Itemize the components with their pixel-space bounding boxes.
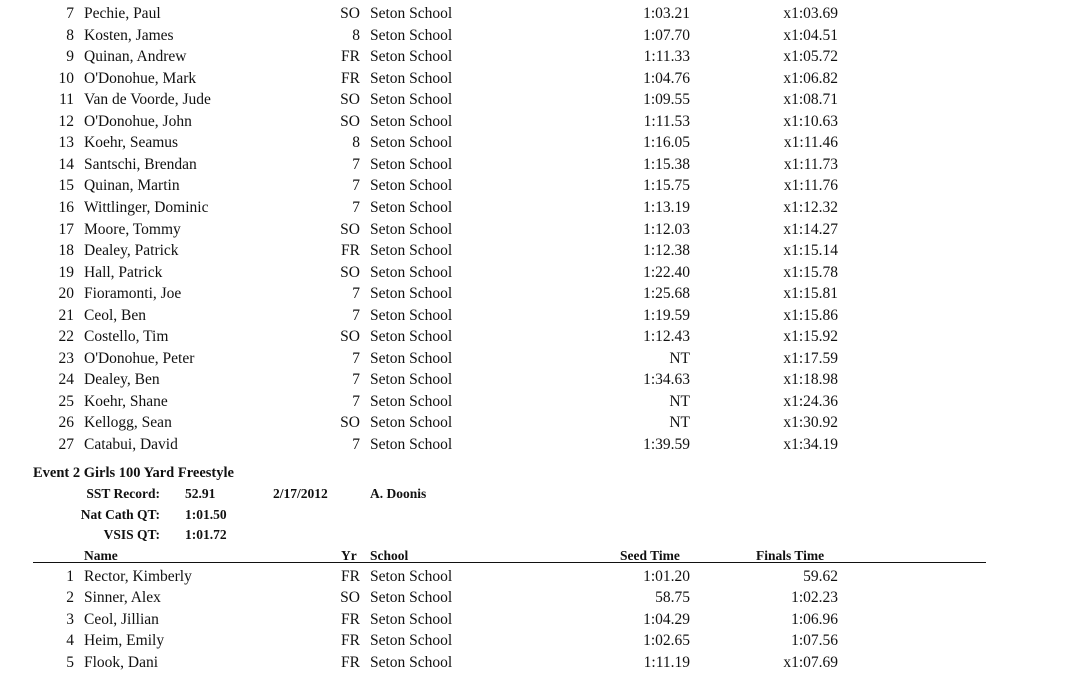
school-cell: Seton School bbox=[370, 589, 453, 607]
table-row bbox=[0, 46, 1080, 67]
seed-time-cell: 1:01.20 bbox=[643, 568, 690, 585]
year-cell: SO bbox=[340, 5, 360, 22]
sst-record-holder: A. Doonis bbox=[370, 486, 427, 501]
place-cell: 8 bbox=[66, 26, 74, 44]
place-cell: 13 bbox=[58, 134, 74, 152]
school-cell: Seton School bbox=[370, 134, 453, 152]
swimmer-name: Quinan, Martin bbox=[84, 177, 180, 195]
place-cell: 19 bbox=[58, 263, 74, 281]
year-cell: FR bbox=[341, 242, 360, 260]
natcath-qt-label: Nat Cath QT: bbox=[80, 507, 160, 522]
year-cell: 7 bbox=[352, 177, 360, 195]
finals-time-cell: x1:03.69 bbox=[783, 5, 838, 22]
place-cell: 23 bbox=[58, 349, 74, 367]
table-row bbox=[0, 68, 1080, 89]
swimmer-name: Moore, Tommy bbox=[84, 220, 181, 238]
year-cell: 7 bbox=[352, 349, 360, 367]
seed-time-cell: 1:19.59 bbox=[643, 306, 690, 324]
seed-time-cell: 1:12.38 bbox=[643, 242, 690, 260]
seed-time-cell: 1:04.76 bbox=[643, 69, 690, 87]
swimmer-name: Koehr, Shane bbox=[84, 392, 168, 410]
swimmer-name: Rector, Kimberly bbox=[84, 568, 192, 585]
seed-time-cell: 1:34.63 bbox=[643, 371, 690, 389]
table-row bbox=[0, 283, 1080, 304]
seed-time-cell: 1:11.53 bbox=[643, 112, 690, 130]
swimmer-name: Flook, Dani bbox=[84, 653, 159, 671]
finals-time-cell: x1:17.59 bbox=[783, 349, 838, 367]
school-cell: Seton School bbox=[370, 155, 453, 173]
school-cell: Seton School bbox=[370, 392, 453, 410]
place-cell: 12 bbox=[58, 112, 74, 130]
natcath-qt-time: 1:01.50 bbox=[185, 507, 227, 522]
finals-time-cell: x1:15.78 bbox=[783, 263, 838, 281]
seed-time-cell: 1:04.29 bbox=[643, 610, 690, 628]
place-cell: 24 bbox=[58, 371, 74, 389]
swimmer-name: Catabui, David bbox=[84, 436, 178, 453]
table-row bbox=[0, 132, 1080, 153]
seed-time-cell: 1:11.33 bbox=[643, 48, 690, 66]
place-cell: 21 bbox=[58, 306, 74, 324]
swimmer-name: Pechie, Paul bbox=[84, 5, 161, 22]
finals-time-cell: x1:06.82 bbox=[783, 69, 838, 87]
table-row bbox=[0, 262, 1080, 283]
place-cell: 9 bbox=[66, 48, 74, 66]
place-cell: 1 bbox=[66, 568, 74, 585]
year-cell: 7 bbox=[352, 392, 360, 410]
school-cell: Seton School bbox=[370, 610, 453, 628]
place-cell: 16 bbox=[58, 198, 74, 216]
school-cell: Seton School bbox=[370, 69, 453, 87]
school-cell: Seton School bbox=[370, 26, 453, 44]
seed-time-cell: 1:15.38 bbox=[643, 155, 690, 173]
finals-time-cell: x1:10.63 bbox=[783, 112, 838, 130]
event2-title: Event 2 Girls 100 Yard Freestyle bbox=[33, 465, 234, 481]
finals-time-cell: 1:02.23 bbox=[791, 589, 838, 607]
finals-time-cell: x1:11.76 bbox=[783, 177, 838, 195]
year-cell: FR bbox=[341, 632, 360, 650]
finals-time-cell: x1:15.14 bbox=[783, 242, 838, 260]
year-cell: FR bbox=[341, 653, 360, 671]
place-cell: 20 bbox=[58, 285, 74, 303]
school-cell: Seton School bbox=[370, 568, 453, 585]
year-cell: SO bbox=[340, 220, 360, 238]
place-cell: 3 bbox=[66, 610, 74, 628]
seed-time-cell: 1:15.75 bbox=[643, 177, 690, 195]
year-cell: FR bbox=[341, 568, 360, 585]
sst-record-time: 52.91 bbox=[185, 486, 216, 501]
place-cell: 5 bbox=[66, 653, 74, 671]
year-cell: FR bbox=[341, 69, 360, 87]
swimmer-name: Koehr, Seamus bbox=[84, 134, 179, 152]
finals-time-cell: x1:34.19 bbox=[783, 436, 838, 453]
table-row bbox=[0, 305, 1080, 326]
year-cell: 7 bbox=[352, 198, 360, 216]
header-yr: Yr bbox=[341, 548, 357, 563]
school-cell: Seton School bbox=[370, 198, 453, 216]
school-cell: Seton School bbox=[370, 349, 453, 367]
seed-time-cell: NT bbox=[669, 349, 690, 367]
finals-time-cell: x1:14.27 bbox=[783, 220, 838, 238]
place-cell: 7 bbox=[66, 5, 74, 22]
table-row bbox=[0, 111, 1080, 132]
header-seed-time: Seed Time bbox=[620, 548, 680, 563]
table-row bbox=[0, 587, 1080, 608]
seed-time-cell: 1:13.19 bbox=[643, 198, 690, 216]
finals-time-cell: x1:30.92 bbox=[783, 414, 838, 432]
school-cell: Seton School bbox=[370, 306, 453, 324]
table-row bbox=[0, 652, 1080, 673]
school-cell: Seton School bbox=[370, 48, 453, 66]
table-row bbox=[0, 197, 1080, 218]
year-cell: 8 bbox=[352, 134, 360, 152]
seed-time-cell: 1:03.21 bbox=[643, 5, 690, 22]
year-cell: 8 bbox=[352, 26, 360, 44]
sst-record-label: SST Record: bbox=[86, 486, 160, 501]
year-cell: SO bbox=[340, 91, 360, 109]
seed-time-cell: 1:39.59 bbox=[643, 436, 690, 453]
school-cell: Seton School bbox=[370, 414, 453, 432]
swimmer-name: Dealey, Ben bbox=[84, 371, 160, 389]
table-row bbox=[0, 630, 1080, 651]
finals-time-cell: x1:11.46 bbox=[783, 134, 838, 152]
table-row bbox=[0, 391, 1080, 412]
finals-time-cell: x1:15.92 bbox=[783, 328, 838, 346]
year-cell: FR bbox=[341, 48, 360, 66]
year-cell: FR bbox=[341, 610, 360, 628]
seed-time-cell: NT bbox=[669, 414, 690, 432]
swimmer-name: Sinner, Alex bbox=[84, 589, 161, 607]
seed-time-cell: 1:12.43 bbox=[643, 328, 690, 346]
finals-time-cell: x1:12.32 bbox=[783, 198, 838, 216]
swimmer-name: Fioramonti, Joe bbox=[84, 285, 182, 303]
swimmer-name: Ceol, Jillian bbox=[84, 610, 159, 628]
place-cell: 15 bbox=[58, 177, 74, 195]
swimmer-name: O'Donohue, Peter bbox=[84, 349, 195, 367]
finals-time-cell: 59.62 bbox=[803, 568, 838, 585]
finals-time-cell: 1:06.96 bbox=[791, 610, 838, 628]
school-cell: Seton School bbox=[370, 263, 453, 281]
table-row bbox=[0, 326, 1080, 347]
school-cell: Seton School bbox=[370, 328, 453, 346]
table-row bbox=[0, 240, 1080, 261]
year-cell: SO bbox=[340, 414, 360, 432]
school-cell: Seton School bbox=[370, 91, 453, 109]
school-cell: Seton School bbox=[370, 371, 453, 389]
table-row bbox=[0, 566, 1080, 587]
vsis-qt-time: 1:01.72 bbox=[185, 527, 227, 542]
place-cell: 22 bbox=[58, 328, 74, 346]
seed-time-cell: 58.75 bbox=[655, 589, 690, 607]
school-cell: Seton School bbox=[370, 112, 453, 130]
seed-time-cell: NT bbox=[669, 392, 690, 410]
seed-time-cell: 1:12.03 bbox=[643, 220, 690, 238]
swimmer-name: Costello, Tim bbox=[84, 328, 169, 346]
table-row bbox=[0, 219, 1080, 240]
table-row bbox=[0, 89, 1080, 110]
place-cell: 27 bbox=[58, 436, 74, 453]
finals-time-cell: x1:05.72 bbox=[783, 48, 838, 66]
school-cell: Seton School bbox=[370, 436, 453, 453]
swimmer-name: Quinan, Andrew bbox=[84, 48, 187, 66]
school-cell: Seton School bbox=[370, 285, 453, 303]
year-cell: SO bbox=[340, 263, 360, 281]
place-cell: 14 bbox=[58, 155, 74, 173]
finals-time-cell: x1:15.86 bbox=[783, 306, 838, 324]
place-cell: 25 bbox=[58, 392, 74, 410]
seed-time-cell: 1:09.55 bbox=[643, 91, 690, 109]
swimmer-name: Santschi, Brendan bbox=[84, 155, 197, 173]
table-row bbox=[0, 175, 1080, 196]
swimmer-name: Kellogg, Sean bbox=[84, 414, 172, 432]
seed-time-cell: 1:07.70 bbox=[643, 26, 690, 44]
year-cell: 7 bbox=[352, 306, 360, 324]
place-cell: 26 bbox=[58, 414, 74, 432]
table-row bbox=[0, 25, 1080, 46]
swimmer-name: O'Donohue, John bbox=[84, 112, 192, 130]
school-cell: Seton School bbox=[370, 632, 453, 650]
year-cell: SO bbox=[340, 328, 360, 346]
table-row bbox=[0, 369, 1080, 390]
swimmer-name: Van de Voorde, Jude bbox=[84, 91, 211, 109]
year-cell: SO bbox=[340, 589, 360, 607]
swimmer-name: Hall, Patrick bbox=[84, 263, 163, 281]
place-cell: 11 bbox=[59, 91, 74, 109]
place-cell: 2 bbox=[66, 589, 74, 607]
place-cell: 4 bbox=[66, 632, 74, 650]
place-cell: 18 bbox=[58, 242, 74, 260]
school-cell: Seton School bbox=[370, 220, 453, 238]
year-cell: 7 bbox=[352, 436, 360, 453]
header-finals-time: Finals Time bbox=[756, 548, 825, 563]
school-cell: Seton School bbox=[370, 5, 453, 22]
swimmer-name: Kosten, James bbox=[84, 26, 174, 44]
year-cell: SO bbox=[340, 112, 360, 130]
header-school: School bbox=[370, 548, 409, 563]
place-cell: 17 bbox=[58, 220, 74, 238]
school-cell: Seton School bbox=[370, 242, 453, 260]
finals-time-cell: x1:15.81 bbox=[783, 285, 838, 303]
swimmer-name: Ceol, Ben bbox=[84, 306, 146, 324]
table-row bbox=[0, 412, 1080, 433]
finals-time-cell: x1:08.71 bbox=[783, 91, 838, 109]
header-name: Name bbox=[84, 548, 118, 563]
finals-time-cell: x1:04.51 bbox=[783, 26, 838, 44]
swimmer-name: Wittlinger, Dominic bbox=[84, 198, 209, 216]
school-cell: Seton School bbox=[370, 653, 453, 671]
swimmer-name: Dealey, Patrick bbox=[84, 242, 179, 260]
table-row bbox=[0, 348, 1080, 369]
place-cell: 10 bbox=[58, 69, 74, 87]
seed-time-cell: 1:02.65 bbox=[643, 632, 690, 650]
year-cell: 7 bbox=[352, 371, 360, 389]
table-row bbox=[0, 609, 1080, 630]
finals-time-cell: x1:18.98 bbox=[783, 371, 838, 389]
finals-time-cell: 1:07.56 bbox=[791, 632, 838, 650]
year-cell: 7 bbox=[352, 155, 360, 173]
seed-time-cell: 1:22.40 bbox=[643, 263, 690, 281]
seed-time-cell: 1:16.05 bbox=[643, 134, 690, 152]
swimmer-name: O'Donohue, Mark bbox=[84, 69, 197, 87]
finals-time-cell: x1:24.36 bbox=[783, 392, 838, 410]
swimmer-name: Heim, Emily bbox=[84, 632, 165, 650]
seed-time-cell: 1:25.68 bbox=[643, 285, 690, 303]
finals-time-cell: x1:07.69 bbox=[783, 653, 838, 671]
table-row bbox=[0, 154, 1080, 175]
school-cell: Seton School bbox=[370, 177, 453, 195]
year-cell: 7 bbox=[352, 285, 360, 303]
vsis-qt-label: VSIS QT: bbox=[103, 527, 160, 542]
table-row bbox=[0, 434, 1080, 455]
sst-record-date: 2/17/2012 bbox=[273, 486, 328, 501]
table-row bbox=[0, 3, 1080, 24]
seed-time-cell: 1:11.19 bbox=[643, 653, 690, 671]
finals-time-cell: x1:11.73 bbox=[783, 155, 838, 173]
header-divider bbox=[33, 562, 986, 563]
